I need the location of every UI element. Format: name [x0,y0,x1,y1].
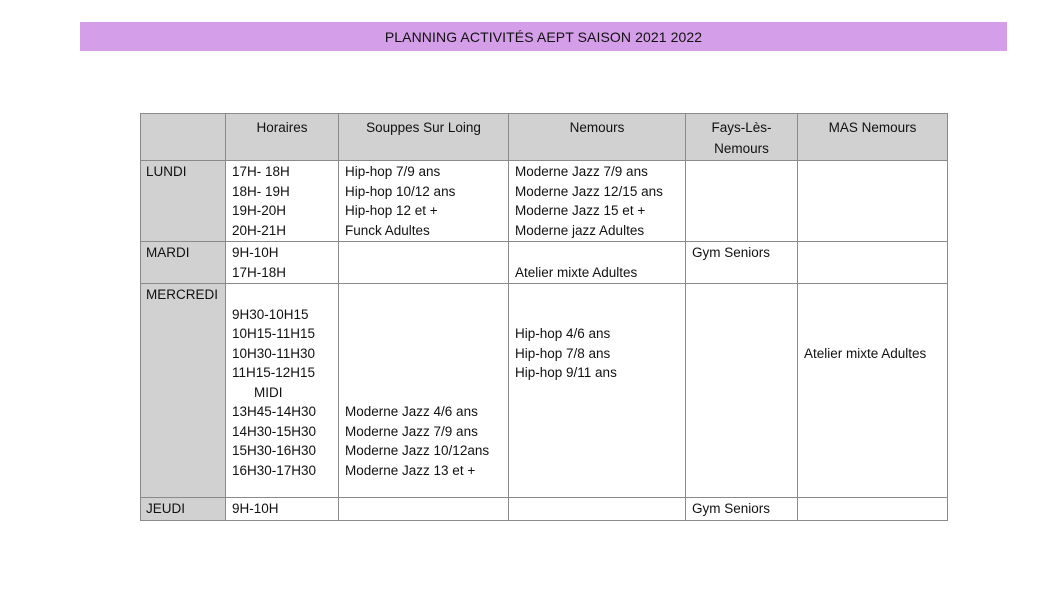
nemours-cell [509,242,686,284]
activity: Gym Seniors [692,501,771,516]
mas-cell [798,498,948,521]
souppes-cell [339,498,509,521]
day-cell-mardi [141,242,226,284]
day-label: LUNDI [146,164,187,179]
fays-cell [686,161,798,242]
schedule-table [140,113,948,521]
spacer [232,285,332,305]
table-row [141,242,948,284]
time-slot: 20H-21H [232,222,287,238]
spacer [345,383,502,403]
spacer [515,243,679,263]
day-label: MARDI [146,245,190,260]
day-label: JEUDI [146,501,186,516]
activity: Moderne Jazz 15 et + [515,203,646,218]
spacer [804,305,941,325]
header-cell-empty [141,114,226,161]
spacer [804,285,941,305]
header-nemours: Nemours [509,114,686,161]
activity: Moderne Jazz 13 et + [345,462,476,478]
time-slot: 14H30-15H30 [232,423,317,439]
time-slot: 19H-20H [232,203,287,218]
time-slot: 11H15-12H15 [232,365,316,380]
spacer [515,285,679,305]
spacer [345,344,502,364]
activity: Moderne Jazz 12/15 ans [515,183,663,199]
time-slot: 13H45-14H30 [232,404,317,419]
spacer [515,305,679,325]
activity: Hip-hop 9/11 ans [515,365,617,380]
activity: Moderne Jazz 7/9 ans [515,164,648,179]
fays-cell [686,284,798,498]
table-row [141,498,948,521]
mas-cell [798,161,948,242]
header-fays-les-nemours: Fays-Lès-Nemours [686,114,798,161]
horaires-cell [226,161,339,242]
page-title: PLANNING ACTIVITÉS AEPT SAISON 2021 2022 [384,28,703,45]
activity: Moderne Jazz 10/12ans [345,443,490,458]
mas-cell [798,242,948,284]
table-row [141,284,948,498]
souppes-cell [339,242,509,284]
fays-cell [686,242,798,284]
spacer [345,285,502,305]
activity: Atelier mixte Adultes [515,264,638,280]
time-slot: 9H30-10H15 [232,306,309,322]
title-banner [80,22,1007,51]
horaires-cell [226,498,339,521]
activity: Moderne jazz Adultes [515,222,645,238]
spacer [804,324,941,344]
souppes-cell [339,284,509,498]
nemours-cell [509,284,686,498]
nemours-cell [509,498,686,521]
activity: Moderne Jazz 7/9 ans [345,423,478,439]
time-slot: 10H15-11H15 [232,326,316,341]
time-slot: 10H30-11H30 [232,345,316,361]
time-slot: 9H-10H [232,501,279,516]
time-slot: 16H30-17H30 [232,462,317,478]
spacer [345,324,502,344]
day-label: MERCREDI [146,287,219,302]
fays-cell [686,498,798,521]
header-souppes-sur-loing: Souppes Sur Loing [339,114,509,161]
time-slot: 18H- 19H [232,183,290,199]
day-cell-mercredi [141,284,226,498]
time-slot: 15H30-16H30 [232,443,317,458]
spacer [345,305,502,325]
time-slot: 9H-10H [232,245,279,260]
activity: Atelier mixte Adultes [804,345,927,361]
day-cell-lundi [141,161,226,242]
activity: Hip-hop 4/6 ans [515,326,611,341]
time-slot: 17H- 18H [232,164,290,179]
activity: Hip-hop 7/8 ans [515,345,611,361]
time-slot-midi: MIDI [254,384,283,400]
activity: Funck Adultes [345,222,430,238]
nemours-cell [509,161,686,242]
header-horaires: Horaires [226,114,339,161]
activity: Hip-hop 7/9 ans [345,164,441,179]
day-cell-jeudi [141,498,226,521]
table-header-row [141,114,948,161]
activity: Gym Seniors [692,245,771,260]
activity: Moderne Jazz 4/6 ans [345,404,478,419]
souppes-cell [339,161,509,242]
time-slot: 17H-18H [232,264,287,280]
mas-cell [798,284,948,498]
spacer [345,363,502,383]
horaires-cell [226,284,339,498]
activity: Hip-hop 10/12 ans [345,183,456,199]
activity: Hip-hop 12 et + [345,203,438,218]
header-mas-nemours: MAS Nemours [798,114,948,161]
table-row [141,161,948,242]
horaires-cell [226,242,339,284]
